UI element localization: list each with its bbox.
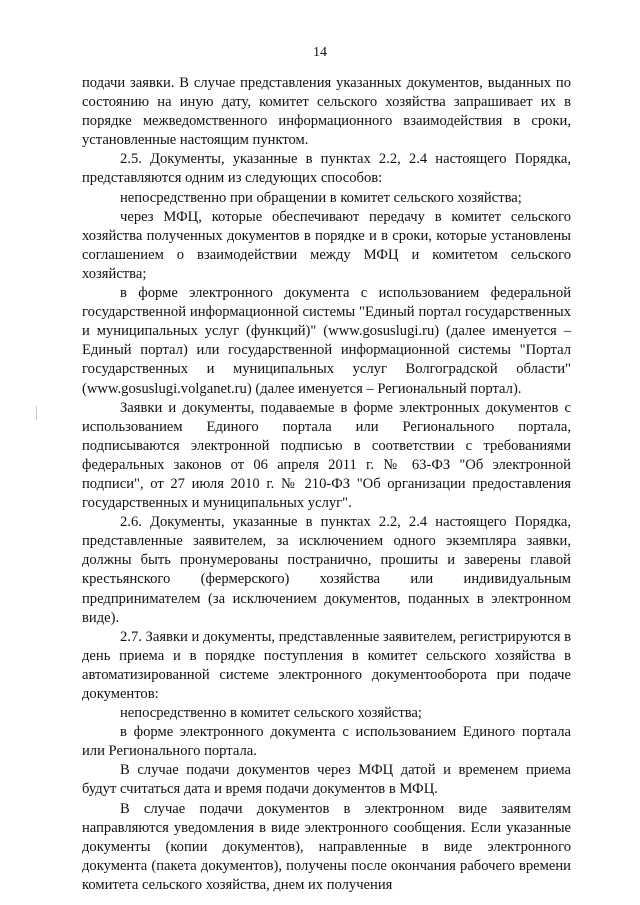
paragraph-electronic-signature: Заявки и документы, подаваемые в форме электронных документов с использованием Единого портала или Регионального портала, подписываются электронной подписью в соответствии с требованиями федеральных законов от 06 апреля 2011 г. № 63-ФЗ "Об электронной подписи", от 27 июля 2010 г. № 210-ФЗ "Об организации предоставления государственных и муниципальных услуг". bbox=[82, 399, 571, 512]
margin-mark bbox=[36, 406, 37, 420]
paragraph-registration-electronic: в форме электронного документа с использованием Единого портала или Регионального портала. bbox=[82, 724, 571, 760]
paragraph-continuation: подачи заявки. В случае представления указанных документов, выданных по состоянию на иную дату, комитет сельского хозяйства запрашивает их в порядке межведомственного информационного взаимодействия в сроки, установленные настоящим пунктом. bbox=[82, 75, 571, 149]
paragraph-registration-direct: непосредственно в комитет сельского хозяйства; bbox=[120, 705, 422, 722]
paragraph-clause-2-6: 2.6. Документы, указанные в пунктах 2.2, 2.4 настоящего Порядка, представленные заявителем, за исключением одного экземпляра заявки, должны быть пронумерованы постранично, прошиты и заверены главой крестьянского (фермерского) хозяйства или индивидуальным предпринимателем (за исключением документов, поданных в электронном виде). bbox=[82, 514, 571, 626]
paragraph-clause-2-5: 2.5. Документы, указанные в пунктах 2.2, 2.4 настоящего Порядка, представляются одним из следующих способов: bbox=[82, 151, 571, 187]
paragraph-method-mfc: через МФЦ, которые обеспечивают передачу в комитет сельского хозяйства полученных документов в порядке и в сроки, которые установлены соглашением о взаимодействии между МФЦ и комитетом сельского хозяйства; bbox=[82, 208, 571, 282]
page-number: 14 bbox=[313, 45, 327, 60]
paragraph-mfc-date: В случае подачи документов через МФЦ датой и временем приема будут считаться дата и время подачи документов в МФЦ. bbox=[82, 762, 571, 798]
paragraph-electronic-notification: В случае подачи документов в электронном виде заявителям направляются уведомления в виде электронного сообщения. Если указанные документы (копии документов), направленные в виде электронного документа (пакета документов), получены после окончания рабочего времени комитета сельского хозяйства, днем их получения bbox=[82, 800, 571, 893]
paragraph-method-electronic: в форме электронного документа с использованием федеральной государственной информационной системы "Единый портал государственных и муниципальных услуг (функций)" (www.gosuslugi.ru) (далее именуется – Единый портал) или государственной информационной системы "Портал государственных и муниципальных услуг Волгоградской области" (www.gosuslugi.volganet.ru) (далее именуется – Региональный портал). bbox=[82, 285, 571, 397]
document-body bbox=[82, 74, 571, 895]
paragraph-method-direct: непосредственно при обращении в комитет сельского хозяйства; bbox=[120, 189, 522, 206]
paragraph-clause-2-7: 2.7. Заявки и документы, представленные заявителем, регистрируются в день приема и в порядке поступления в комитет сельского хозяйства в автоматизированной системе электронного документооборота при подаче документов: bbox=[82, 628, 571, 702]
